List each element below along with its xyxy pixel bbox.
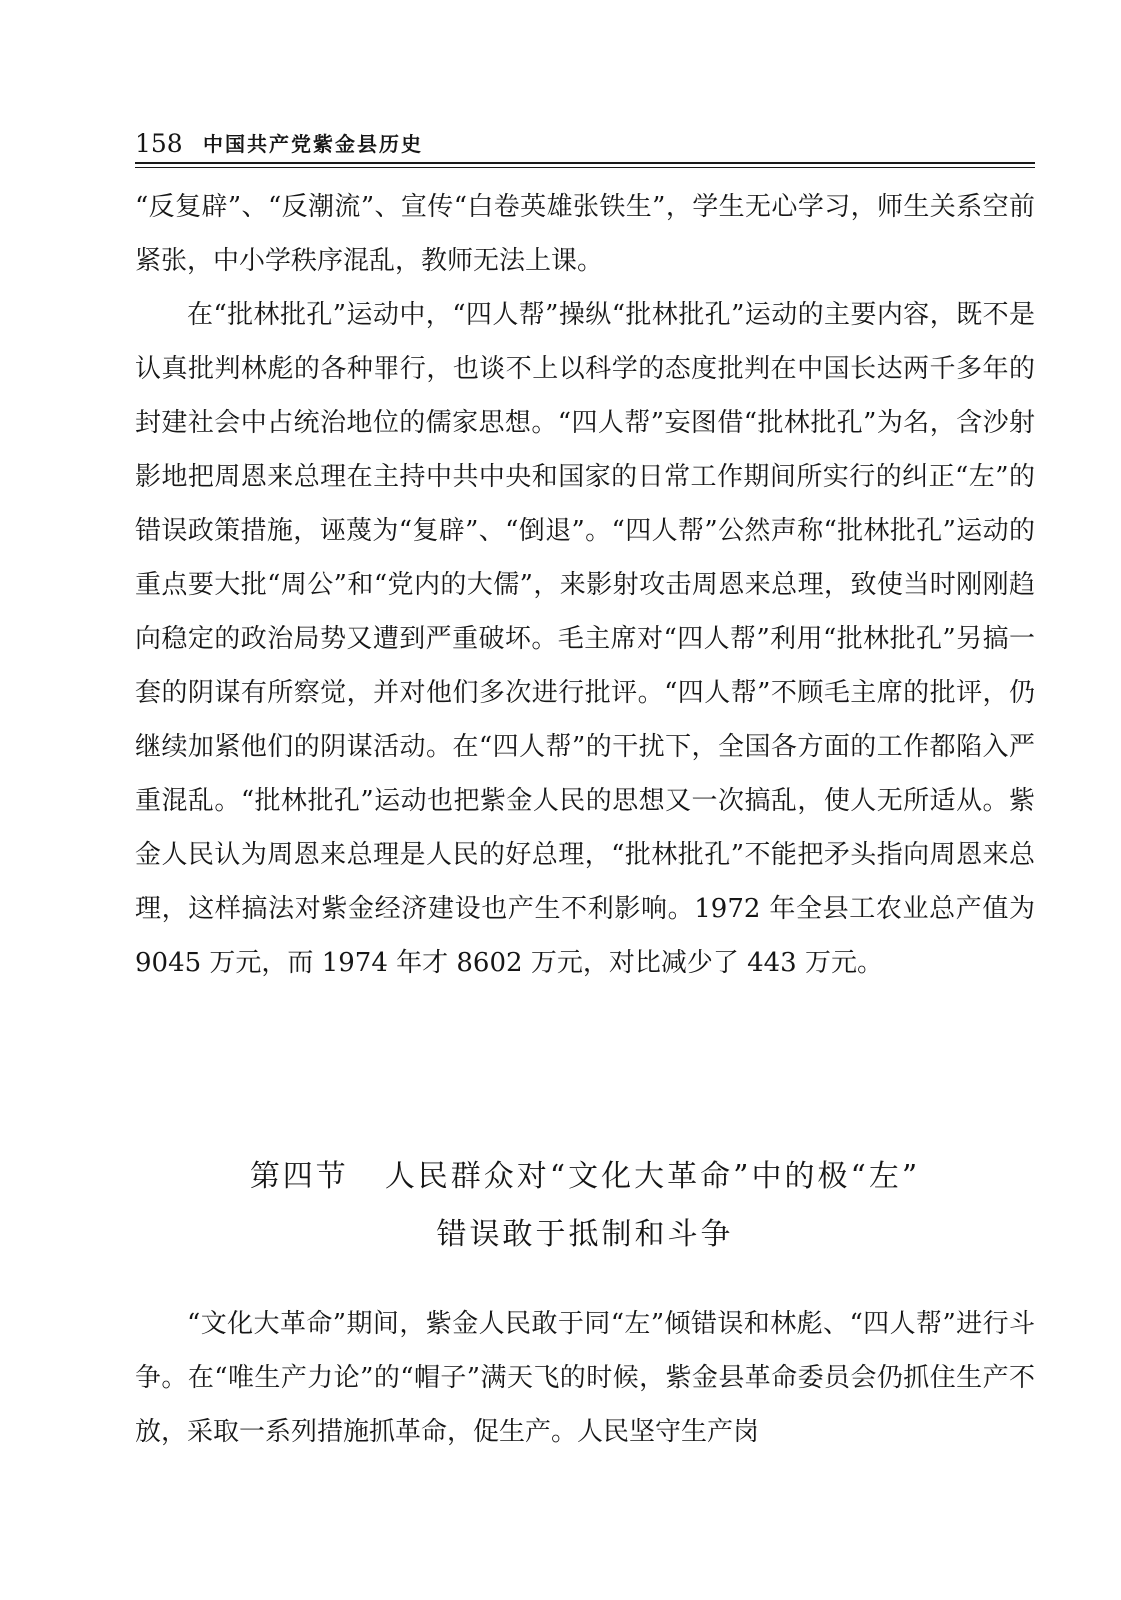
section-title-line-2: 错误敢于抵制和斗争 <box>436 1217 734 1252</box>
section-title-line-1: 人民群众对“文化大革命”中的极“左” <box>384 1159 921 1194</box>
running-title: 中国共产党紫金县历史 <box>203 132 423 156</box>
section-heading <box>135 1148 1035 1264</box>
header-rule-thin <box>135 167 1035 168</box>
section-heading-line-1 <box>135 1148 1035 1206</box>
page-number: 158 <box>135 129 183 158</box>
body-paragraph-1: “反复辟”、“反潮流”、宣传“白卷英雄张铁生”，学生无心学习，师生关系空前紧张，中小学秩序混乱，教师无法上课。 <box>135 192 1035 276</box>
body-paragraph-2: 在“批林批孔”运动中，“四人帮”操纵“批林批孔”运动的主要内容，既不是认真批判林彪的各种罪行，也谈不上以科学的态度批判在中国长达两千多年的封建社会中占统治地位的儒家思想。“四人帮”妄图借“批林批孔”为名，含沙射影地把周恩来总理在主持中共中央和国家的日常工作期间所实行的纠正“左”的错误政策措施，诬蔑为“复辟”、“倒退”。“四人帮”公然声称“批林批孔”运动的重点要大批“周公”和“党内的大儒”，来影射攻击周恩来总理，致使当时刚刚趋向稳定的政治局势又遭到严重破坏。毛主席对“四人帮”利用“批林批孔”另搞一套的阴谋有所察觉，并对他们多次进行批评。“四人帮”不顾毛主席的批评，仍继续加紧他们的阴谋活动。在“四人帮”的干扰下，全国各方面的工作都陷入严重混乱。“批林批孔”运动也把紫金人民的思想又一次搞乱，使人无所适从。紫金人民认为周恩来总理是人民的好总理，“批林批孔”不能把矛头指向周恩来总理，这样搞法对紫金经济建设也产生不利影响。1972 年全县工农业总产值为 9045 万元，而 1974 年才 8602 万元，对比减少了 443 万元。 <box>135 300 1035 978</box>
page-header <box>135 129 1035 165</box>
section-number: 第四节 <box>249 1159 349 1194</box>
section-paragraph-1: “文化大革命”期间，紫金人民敢于同“左”倾错误和林彪、“四人帮”进行斗争。在“唯生产力论”的“帽子”满天飞的时候，紫金县革命委员会仍抓住生产不放，采取一系列措施抓革命，促生产。人民坚守生产岗 <box>135 1309 1035 1447</box>
header-rule-thick <box>135 162 1035 164</box>
